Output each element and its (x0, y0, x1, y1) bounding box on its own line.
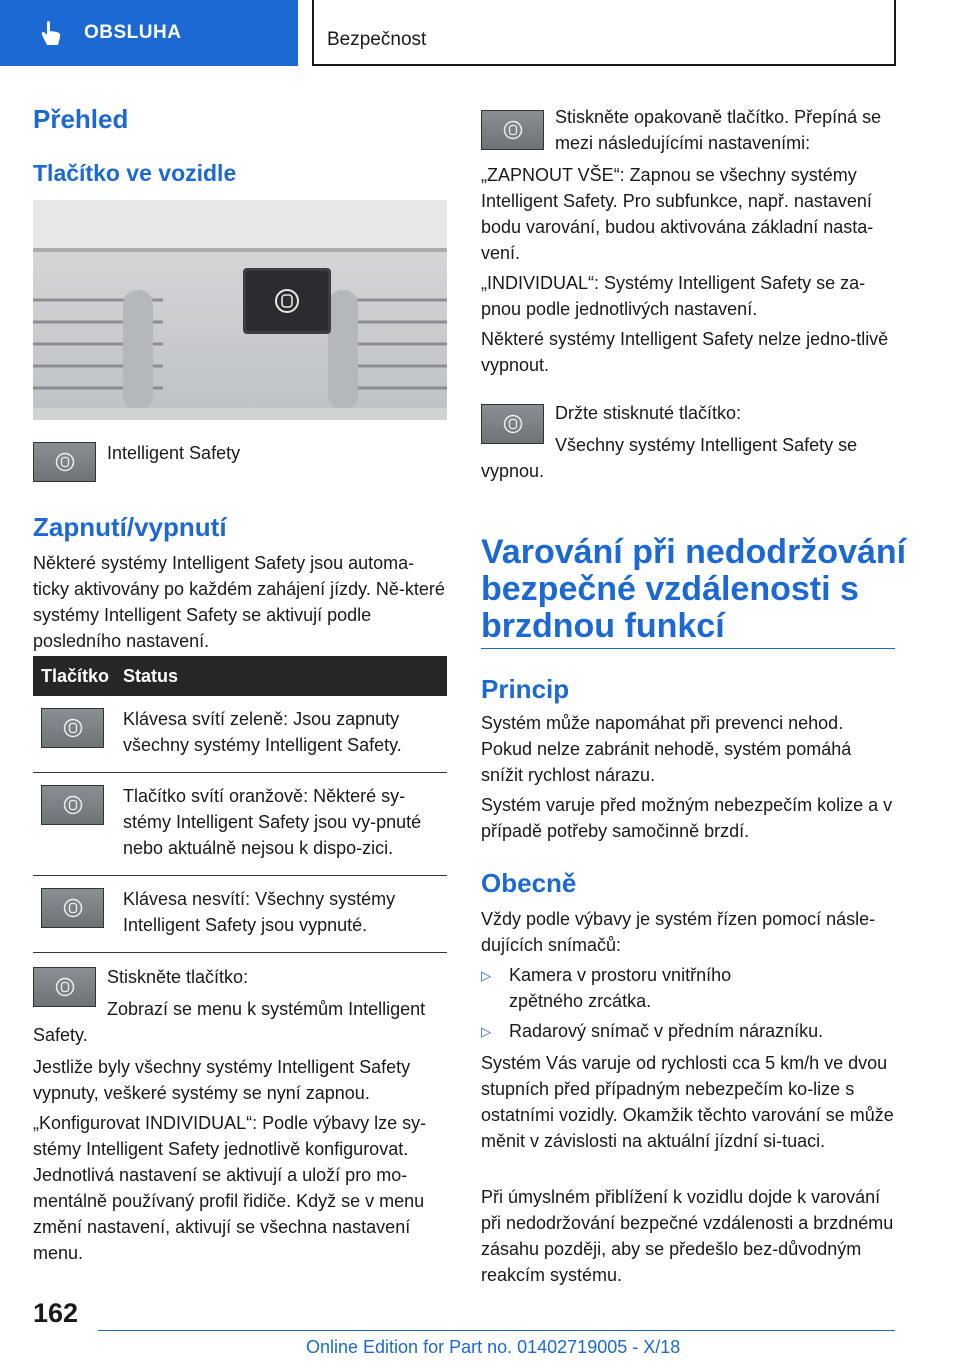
intelligent-safety-button-image (33, 442, 96, 482)
chapter-title-line-3: brzdnou funkcí (481, 607, 725, 645)
section-title-onoff: Zapnutí/vypnutí (33, 512, 227, 542)
footer-divider (98, 1330, 895, 1331)
table-header-status: Status (123, 656, 447, 696)
repeat-press-instruction: Stiskněte opakovaně tlačítko. Přepíná se (555, 107, 882, 127)
intelligent-safety-icon (63, 718, 83, 738)
hold-instruction: Držte stisknuté tlačítko: (555, 403, 742, 423)
list-item (481, 962, 895, 1014)
subtitle-button-in-vehicle: Tlačítko ve vozidle (33, 160, 237, 186)
intelligent-safety-icon (55, 977, 75, 997)
button-orange-image (41, 785, 104, 825)
section-title-obecne: Obecně (481, 868, 577, 898)
onoff-paragraph: Některé systémy Intelligent Safety jsou automa-ticky aktivovány po každém zahájení jízdy. Ně-které systémy Intelligent Safety se aktivují podle posledního nastavení. (33, 553, 445, 651)
page-title: Přehled (33, 104, 129, 134)
hold-result-end: vypnou. (481, 461, 545, 481)
button-caption: Intelligent Safety (107, 443, 241, 463)
press-instruction: Stiskněte tlačítko: (107, 967, 249, 987)
individual-paragraph: „INDIVIDUAL“: Systémy Intelligent Safety se za-pnou podle jednotlivých nastavení. (481, 273, 866, 319)
section-tab-obsluha[interactable] (0, 0, 298, 66)
vehicle-console-photo (33, 200, 447, 420)
all-off-paragraph: Jestliže byly všechny systémy Intelligent Safety vypnuty, veškeré systémy se nyní zapnou. (33, 1057, 411, 1103)
individual-config-paragraph: „Konfigurovat INDIVIDUAL“: Podle výbavy lze sy-stémy Intelligent Safety jednotlivě konfigurovat. Jednotlivá nastavení se aktivují a uloží pro mo-mentálně používaný profil řidiče. Když se v menu změní nastavení, aktivují se všechna nastavení menu. (33, 1113, 427, 1263)
page-header (0, 0, 960, 66)
intelligent-safety-icon (63, 795, 83, 815)
bullet-radar: Radarový snímač v předním nárazníku. (509, 1021, 824, 1041)
cannot-disable-paragraph: Některé systémy Intelligent Safety nelze jedno-tlivě vypnout. (481, 329, 889, 375)
list-item (481, 1018, 895, 1045)
table-header-button: Tlačítko (33, 656, 123, 696)
intelligent-safety-icon (503, 414, 523, 434)
speed-warning-paragraph: Systém Vás varuje od rychlosti cca 5 km/h ve dvou stupních před případným nebezpečím ko-lize s ostatními vozidly. Okamžik těchto varování se může měnit v závislosti na aktuální jízdní si-tuaci. (481, 1053, 894, 1151)
status-orange: Tlačítko svítí oranžově: Některé sy-stémy Intelligent Safety jsou vy-pnuté nebo aktuálně nejsou k dispo-zici. (123, 773, 447, 876)
section-title-princip: Princip (481, 674, 570, 704)
press-result-end: Safety. (33, 1025, 88, 1045)
breadcrumb (312, 0, 896, 66)
hand-pointer-icon (40, 20, 62, 46)
approach-paragraph: Při úmyslném přiblížení k vozidlu dojde k varování při nedodržování bezpečné vzdálenosti a brzdnému zásahu později, aby se předešlo bez-důvodným reakcím systému. (481, 1187, 894, 1285)
bullet-camera: Kamera v prostoru vnitřního zpětného zrcátka. (509, 965, 732, 1011)
table-row (33, 773, 447, 876)
chapter-divider (481, 648, 895, 649)
status-table (33, 656, 447, 953)
button-green-image (41, 708, 104, 748)
press-button-image (33, 967, 96, 1007)
princip-paragraph-2: Systém varuje před možným nebezpečím kolize a v případě potřeby samočinně brzdí. (481, 795, 893, 841)
edition-link[interactable]: Online Edition for Part no. 01402719005 - X/18 (306, 1337, 681, 1357)
on-all-paragraph: „ZAPNOUT VŠE“: Zapnou se všechny systémy Intelligent Safety. Pro subfunkce, např. nastavení bodu varování, budou aktivována základní nasta-vení. (481, 165, 874, 263)
intelligent-safety-icon (55, 452, 75, 472)
section-tab-label: OBSLUHA (84, 22, 182, 43)
table-row (33, 696, 447, 773)
princip-paragraph-1: Systém může napomáhat při prevenci nehod. Pokud nelze zabránit nehodě, systém pomáhá snížit rychlost nárazu. (481, 713, 852, 785)
status-green: Klávesa svítí zeleně: Jsou zapnuty všechny systémy Intelligent Safety. (123, 696, 447, 773)
press-result-line: Zobrazí se menu k systémům Intelligent (107, 999, 426, 1019)
chapter-title-line-1: Varování při nedodržování (481, 533, 907, 571)
status-off: Klávesa nesvítí: Všechny systémy Intelligent Safety jsou vypnuté. (123, 876, 447, 953)
obecne-intro: Vždy podle výbavy je systém řízen pomocí násle-dujících snímačů: (481, 909, 876, 955)
breadcrumb-label: Bezpečnost (327, 29, 427, 50)
hold-result-line: Všechny systémy Intelligent Safety se (555, 435, 858, 455)
button-off-image (41, 888, 104, 928)
intelligent-safety-icon (503, 120, 523, 140)
page-number: 162 (33, 1298, 79, 1328)
triangle-bullet-icon: ▷ (481, 968, 491, 983)
repeat-press-instruction-2: mezi následujícími nastaveními: (555, 133, 811, 153)
table-row (33, 876, 447, 953)
repeat-press-button-image (481, 110, 544, 150)
triangle-bullet-icon: ▷ (481, 1024, 491, 1039)
hold-button-image (481, 404, 544, 444)
intelligent-safety-icon (63, 898, 83, 918)
chapter-title-line-2: bezpečné vzdálenosti s (481, 570, 859, 608)
